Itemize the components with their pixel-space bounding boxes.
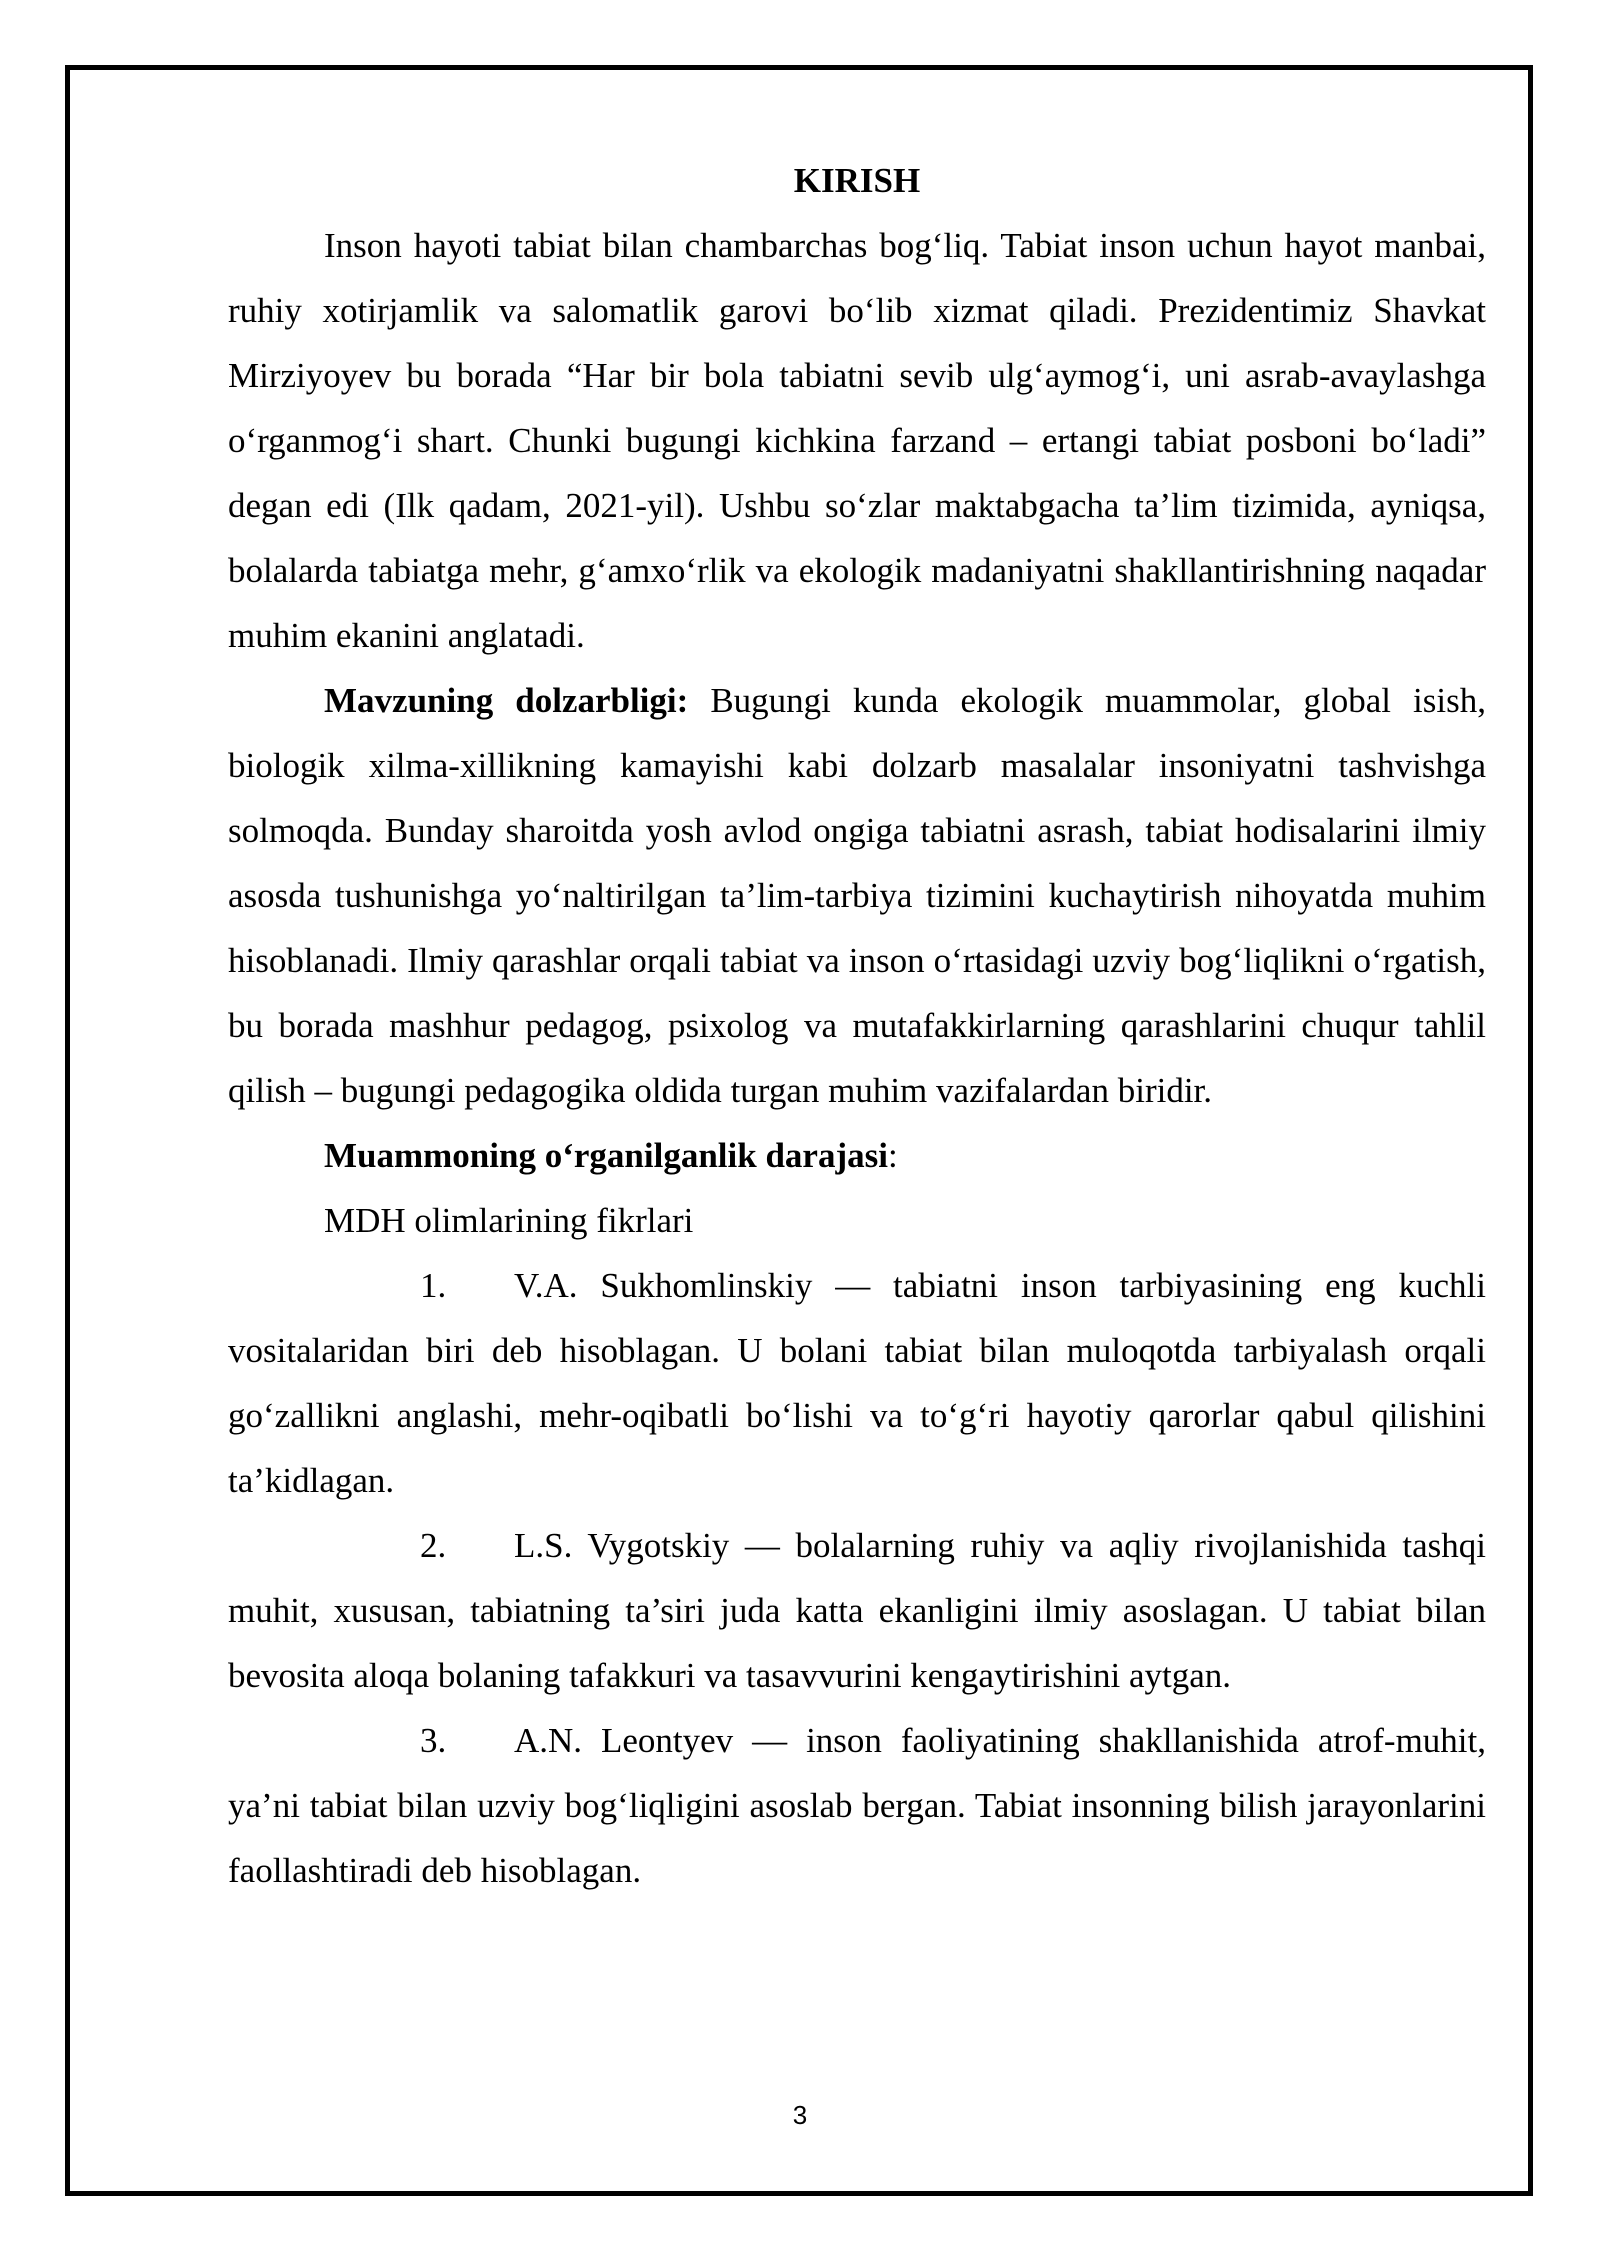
list-item-number: 3. [420, 1721, 447, 1760]
study-label: Muammoning o‘rganilganlik darajasi [324, 1136, 888, 1175]
study-heading [228, 1123, 1486, 1188]
list-item [228, 1253, 1486, 1513]
subheading: MDH olimlarining fikrlari [324, 1201, 694, 1240]
list-item-text: L.S. Vygotskiy — bolalarning ruhiy va aqliy rivojlanishida tashqi muhit, xususan, tabiatning ta’siri juda katta ekanligini ilmiy asoslagan. U tabiat bilan bevosita aloqa bolaning tafakkuri va tasavvurini kengaytirishini aytgan. [228, 1526, 1486, 1695]
page-title: KIRISH [793, 161, 921, 200]
list-item [228, 1708, 1486, 1903]
list-item [228, 1513, 1486, 1708]
page-number: 3 [792, 2100, 808, 2130]
list-item-text: V.A. Sukhomlinskiy — tabiatni inson tarbiyasining eng kuchli vositalaridan biri deb hisoblagan. U bolani tabiat bilan muloqotda tarbiyalash orqali go‘zallikni anglashi, mehr-oqibatli bo‘lishi va to‘g‘ri hayotiy qarorlar qabul qilishini ta’kidlagan. [228, 1266, 1486, 1500]
list-item-number: 1. [420, 1266, 447, 1305]
relevance-paragraph [228, 668, 1486, 1123]
study-colon: : [887, 1136, 898, 1175]
relevance-text: Bugungi kunda ekologik muammolar, global isish, biologik xilma-xillikning kamayishi kabi dolzarb masalalar insoniyatni tashvishga solmoqda. Bunday sharoitda yosh avlod ongiga tabiatni asrash, tabiat hodisalarini ilmiy asosda tushunishga yo‘naltirilgan ta’lim-tarbiya tizimini kuchaytirish nihoyatda muhim hisoblanadi. Ilmiy qarashlar orqali tabiat va inson o‘rtasidagi uzviy bog‘liqlikni o‘rgatish, bu borada mashhur pedagog, psixolog va mutafakkirlarning qarashlarini chuqur tahlil qilish – bugungi pedagogika oldida turgan muhim vazifalardan biridir. [228, 681, 1486, 1110]
document-body [228, 148, 1486, 1903]
relevance-label: Mavzuning dolzarbligi: [324, 681, 689, 720]
list-item-number: 2. [420, 1526, 447, 1565]
intro-paragraph: Inson hayoti tabiat bilan chambarchas bog‘liq. Tabiat inson uchun hayot manbai, ruhiy xotirjamlik va salomatlik garovi bo‘lib xizmat qiladi. Prezidentimiz Shavkat Mirziyoyev bu borada “Har bir bola tabiatni sevib ulg‘aymog‘i, uni asrab-avaylashga o‘rganmog‘i shart. Chunki bugungi kichkina farzand – ertangi tabiat posboni bo‘ladi” degan edi (Ilk qadam, 2021-yil). Ushbu so‘zlar maktabgacha ta’lim tizimida, ayniqsa, bolalarda tabiatga mehr, g‘amxo‘rlik va ekologik madaniyatni shakllantirishning naqadar muhim ekanini anglatadi. [228, 226, 1486, 655]
list-item-text: A.N. Leontyev — inson faoliyatining shakllanishida atrof-muhit, ya’ni tabiat bilan uzviy bog‘liqligini asoslab bergan. Tabiat insonning bilish jarayonlarini faollashtiradi deb hisoblagan. [228, 1721, 1486, 1890]
